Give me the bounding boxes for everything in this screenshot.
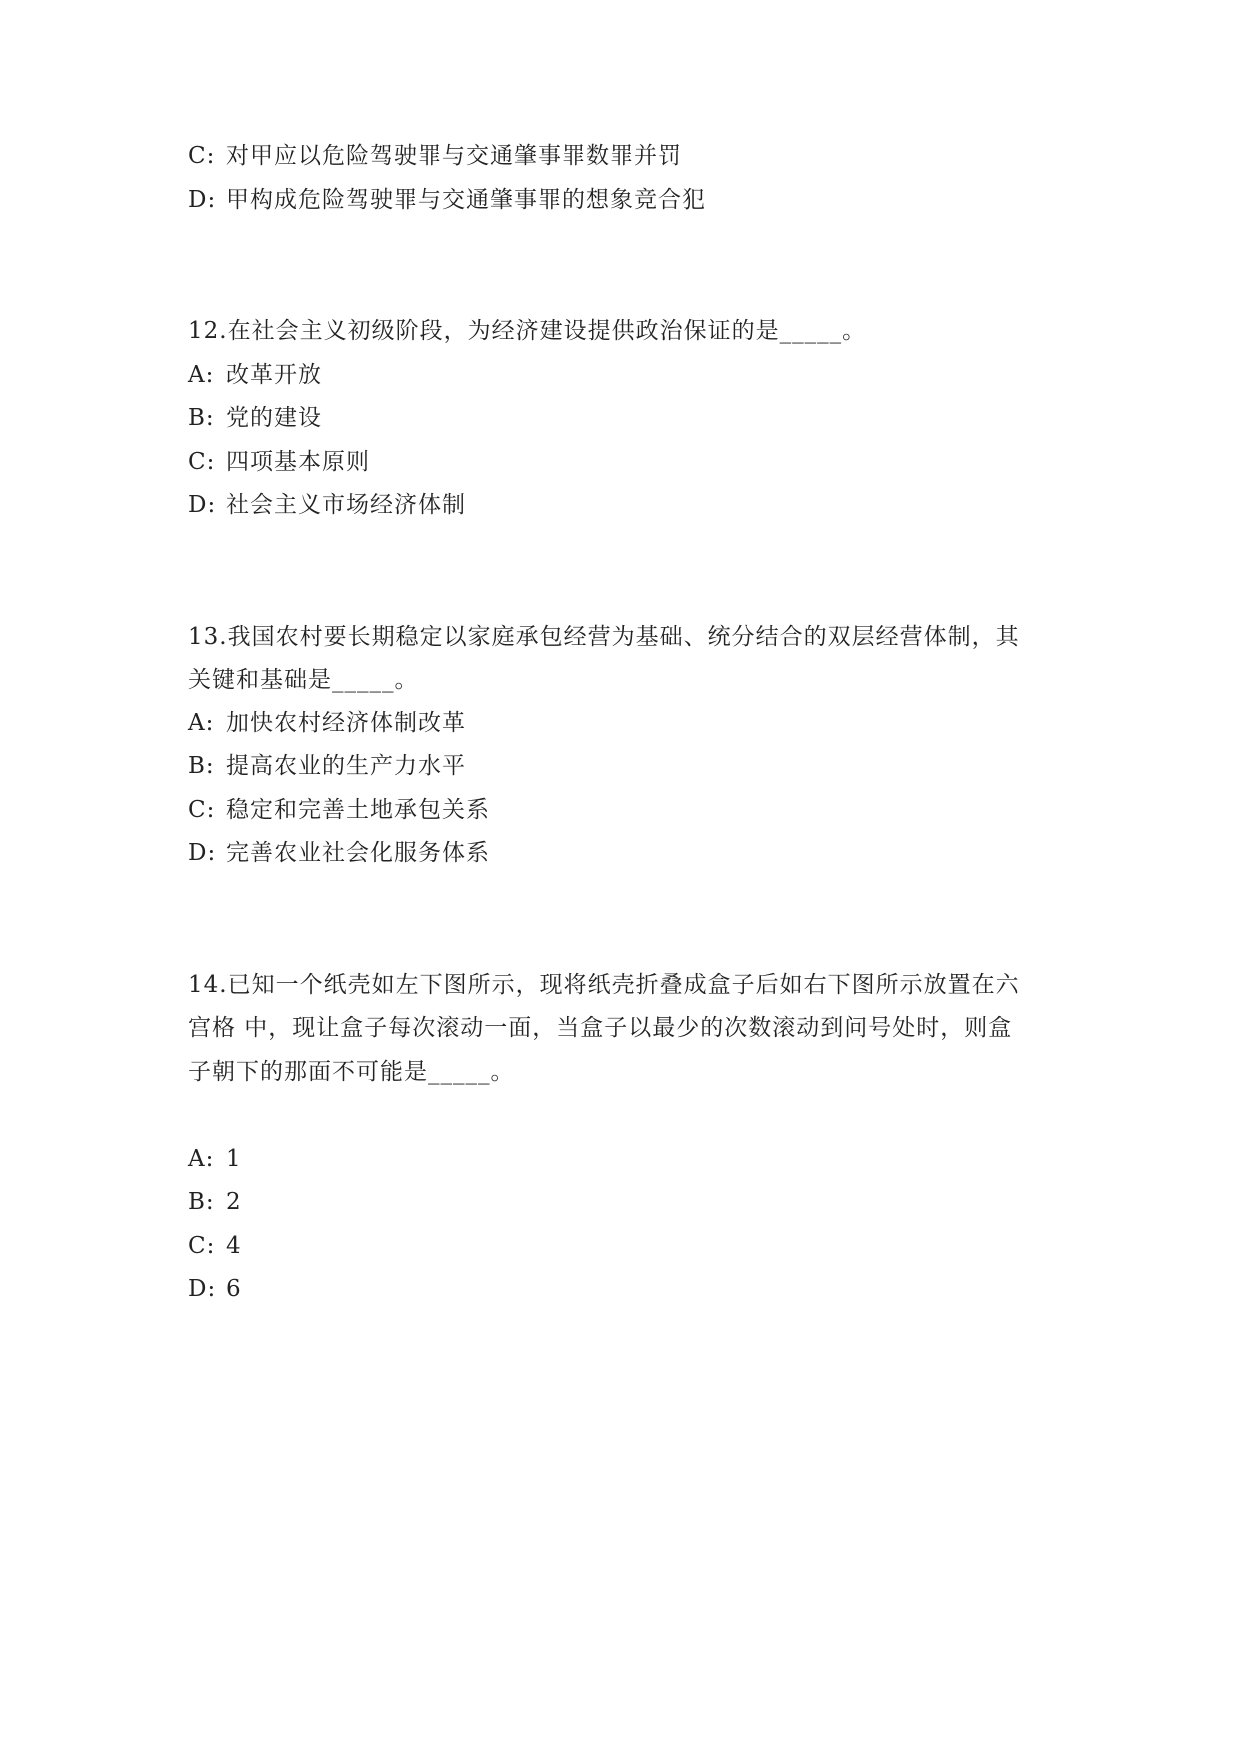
option-letter: C: <box>188 1233 216 1259</box>
option-text: 甲构成危险驾驶罪与交通肇事罪的想象竞合犯 <box>226 187 706 213</box>
option-text: 四项基本原则 <box>226 449 370 475</box>
option-text: 加快农村经济体制改革 <box>226 710 466 736</box>
option-q11-c <box>188 141 682 171</box>
option-letter: A: <box>188 1146 215 1172</box>
option-letter: D: <box>188 492 217 518</box>
option-q14-d <box>188 1274 242 1304</box>
option-text: 提高农业的生产力水平 <box>226 753 466 779</box>
option-q13-d <box>188 838 490 868</box>
option-letter: D: <box>188 840 217 866</box>
option-q12-a <box>188 360 322 390</box>
option-q11-d <box>188 185 706 215</box>
option-q13-b <box>188 751 466 781</box>
option-text: 党的建设 <box>226 405 322 431</box>
question-stem-q12: 12.在社会主义初级阶段，为经济建设提供政治保证的是_____。 <box>188 318 867 344</box>
option-letter: B: <box>188 405 215 431</box>
question-stem-q14-line3: 子朝下的那面不可能是_____。 <box>188 1059 515 1085</box>
option-text: 完善农业社会化服务体系 <box>226 840 490 866</box>
option-text: 对甲应以危险驾驶罪与交通肇事罪数罪并罚 <box>226 143 682 169</box>
option-q14-a <box>188 1144 242 1174</box>
question-stem-q14-line2: 宫格 中，现让盒子每次滚动一面，当盒子以最少的次数滚动到问号处时，则盒 <box>188 1015 1013 1041</box>
option-q14-c <box>188 1231 242 1261</box>
option-q13-a <box>188 708 466 738</box>
option-letter: A: <box>188 362 215 388</box>
option-text: 社会主义市场经济体制 <box>226 492 466 518</box>
option-letter: B: <box>188 1189 215 1215</box>
option-q12-c <box>188 447 370 477</box>
question-stem-q13-line1: 13.我国农村要长期稳定以家庭承包经营为基础、统分结合的双层经营体制，其 <box>188 624 1020 650</box>
option-letter: C: <box>188 449 216 475</box>
option-text: 6 <box>226 1276 242 1302</box>
question-stem-q13-line2: 关键和基础是_____。 <box>188 667 419 693</box>
option-text: 改革开放 <box>226 362 322 388</box>
option-letter: D: <box>188 1276 217 1302</box>
option-text: 4 <box>226 1233 242 1259</box>
option-letter: A: <box>188 710 215 736</box>
option-letter: C: <box>188 143 216 169</box>
option-letter: B: <box>188 753 215 779</box>
option-q12-d <box>188 490 466 520</box>
option-text: 2 <box>226 1189 242 1215</box>
option-q12-b <box>188 403 322 433</box>
option-text: 1 <box>226 1146 242 1172</box>
question-stem-q14-line1: 14.已知一个纸壳如左下图所示，现将纸壳折叠成盒子后如右下图所示放置在六 <box>188 972 1020 998</box>
option-text: 稳定和完善土地承包关系 <box>226 797 490 823</box>
option-q14-b <box>188 1187 242 1217</box>
option-letter: C: <box>188 797 216 823</box>
option-q13-c <box>188 795 490 825</box>
option-letter: D: <box>188 187 217 213</box>
